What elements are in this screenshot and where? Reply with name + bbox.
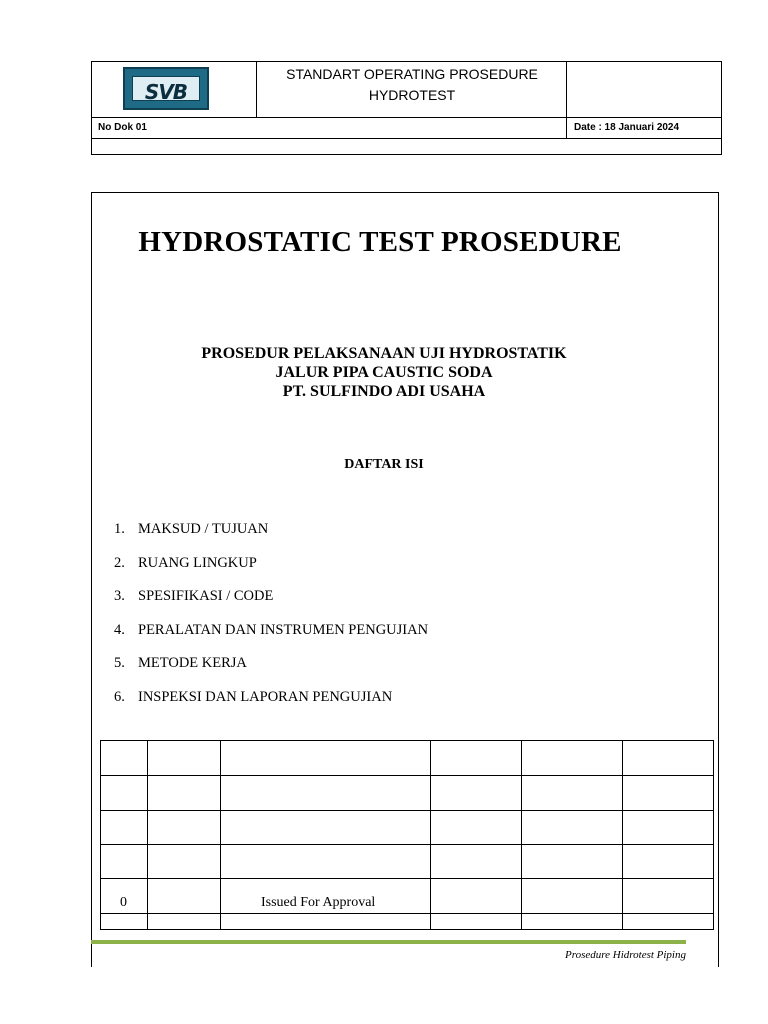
subtitle-line-2: JALUR PIPA CAUSTIC SODA [275, 364, 493, 381]
toc-item: 5. METODE KERJA [114, 655, 247, 671]
toc-item: 1. MAKSUD / TUJUAN [114, 521, 269, 537]
revision-table [100, 740, 714, 930]
footer-rule [91, 940, 686, 944]
toc-heading: DAFTAR ISI [344, 457, 424, 472]
revision-description: Issued For Approval [261, 895, 376, 910]
subtitle-line-1: PROSEDUR PELAKSANAAN UJI HYDROSTATIK [201, 345, 567, 362]
subtitle-line-3: PT. SULFINDO ADI USAHA [282, 383, 486, 400]
document-date: Date : 18 Januari 2024 [574, 122, 680, 133]
toc-item: 4. PERALATAN DAN INSTRUMEN PENGUJIAN [114, 622, 429, 638]
footer-text: Prosedure Hidrotest Piping [565, 949, 686, 961]
toc-item: 2. RUANG LINGKUP [114, 555, 257, 571]
company-logo: SVB [123, 67, 209, 110]
page-title: HYDROSTATIC TEST PROSEDURE [138, 226, 622, 258]
header-title: STANDART OPERATING PROSEDURE HYDROTEST [286, 66, 538, 103]
revision-number: 0 [120, 895, 127, 910]
toc-item: 3. SPESIFIKASI / CODE [114, 588, 274, 604]
document-number: No Dok 01 [98, 122, 147, 133]
toc-item: 6. INSPEKSI DAN LAPORAN PENGUJIAN [114, 689, 393, 705]
document-header-table [91, 61, 722, 155]
